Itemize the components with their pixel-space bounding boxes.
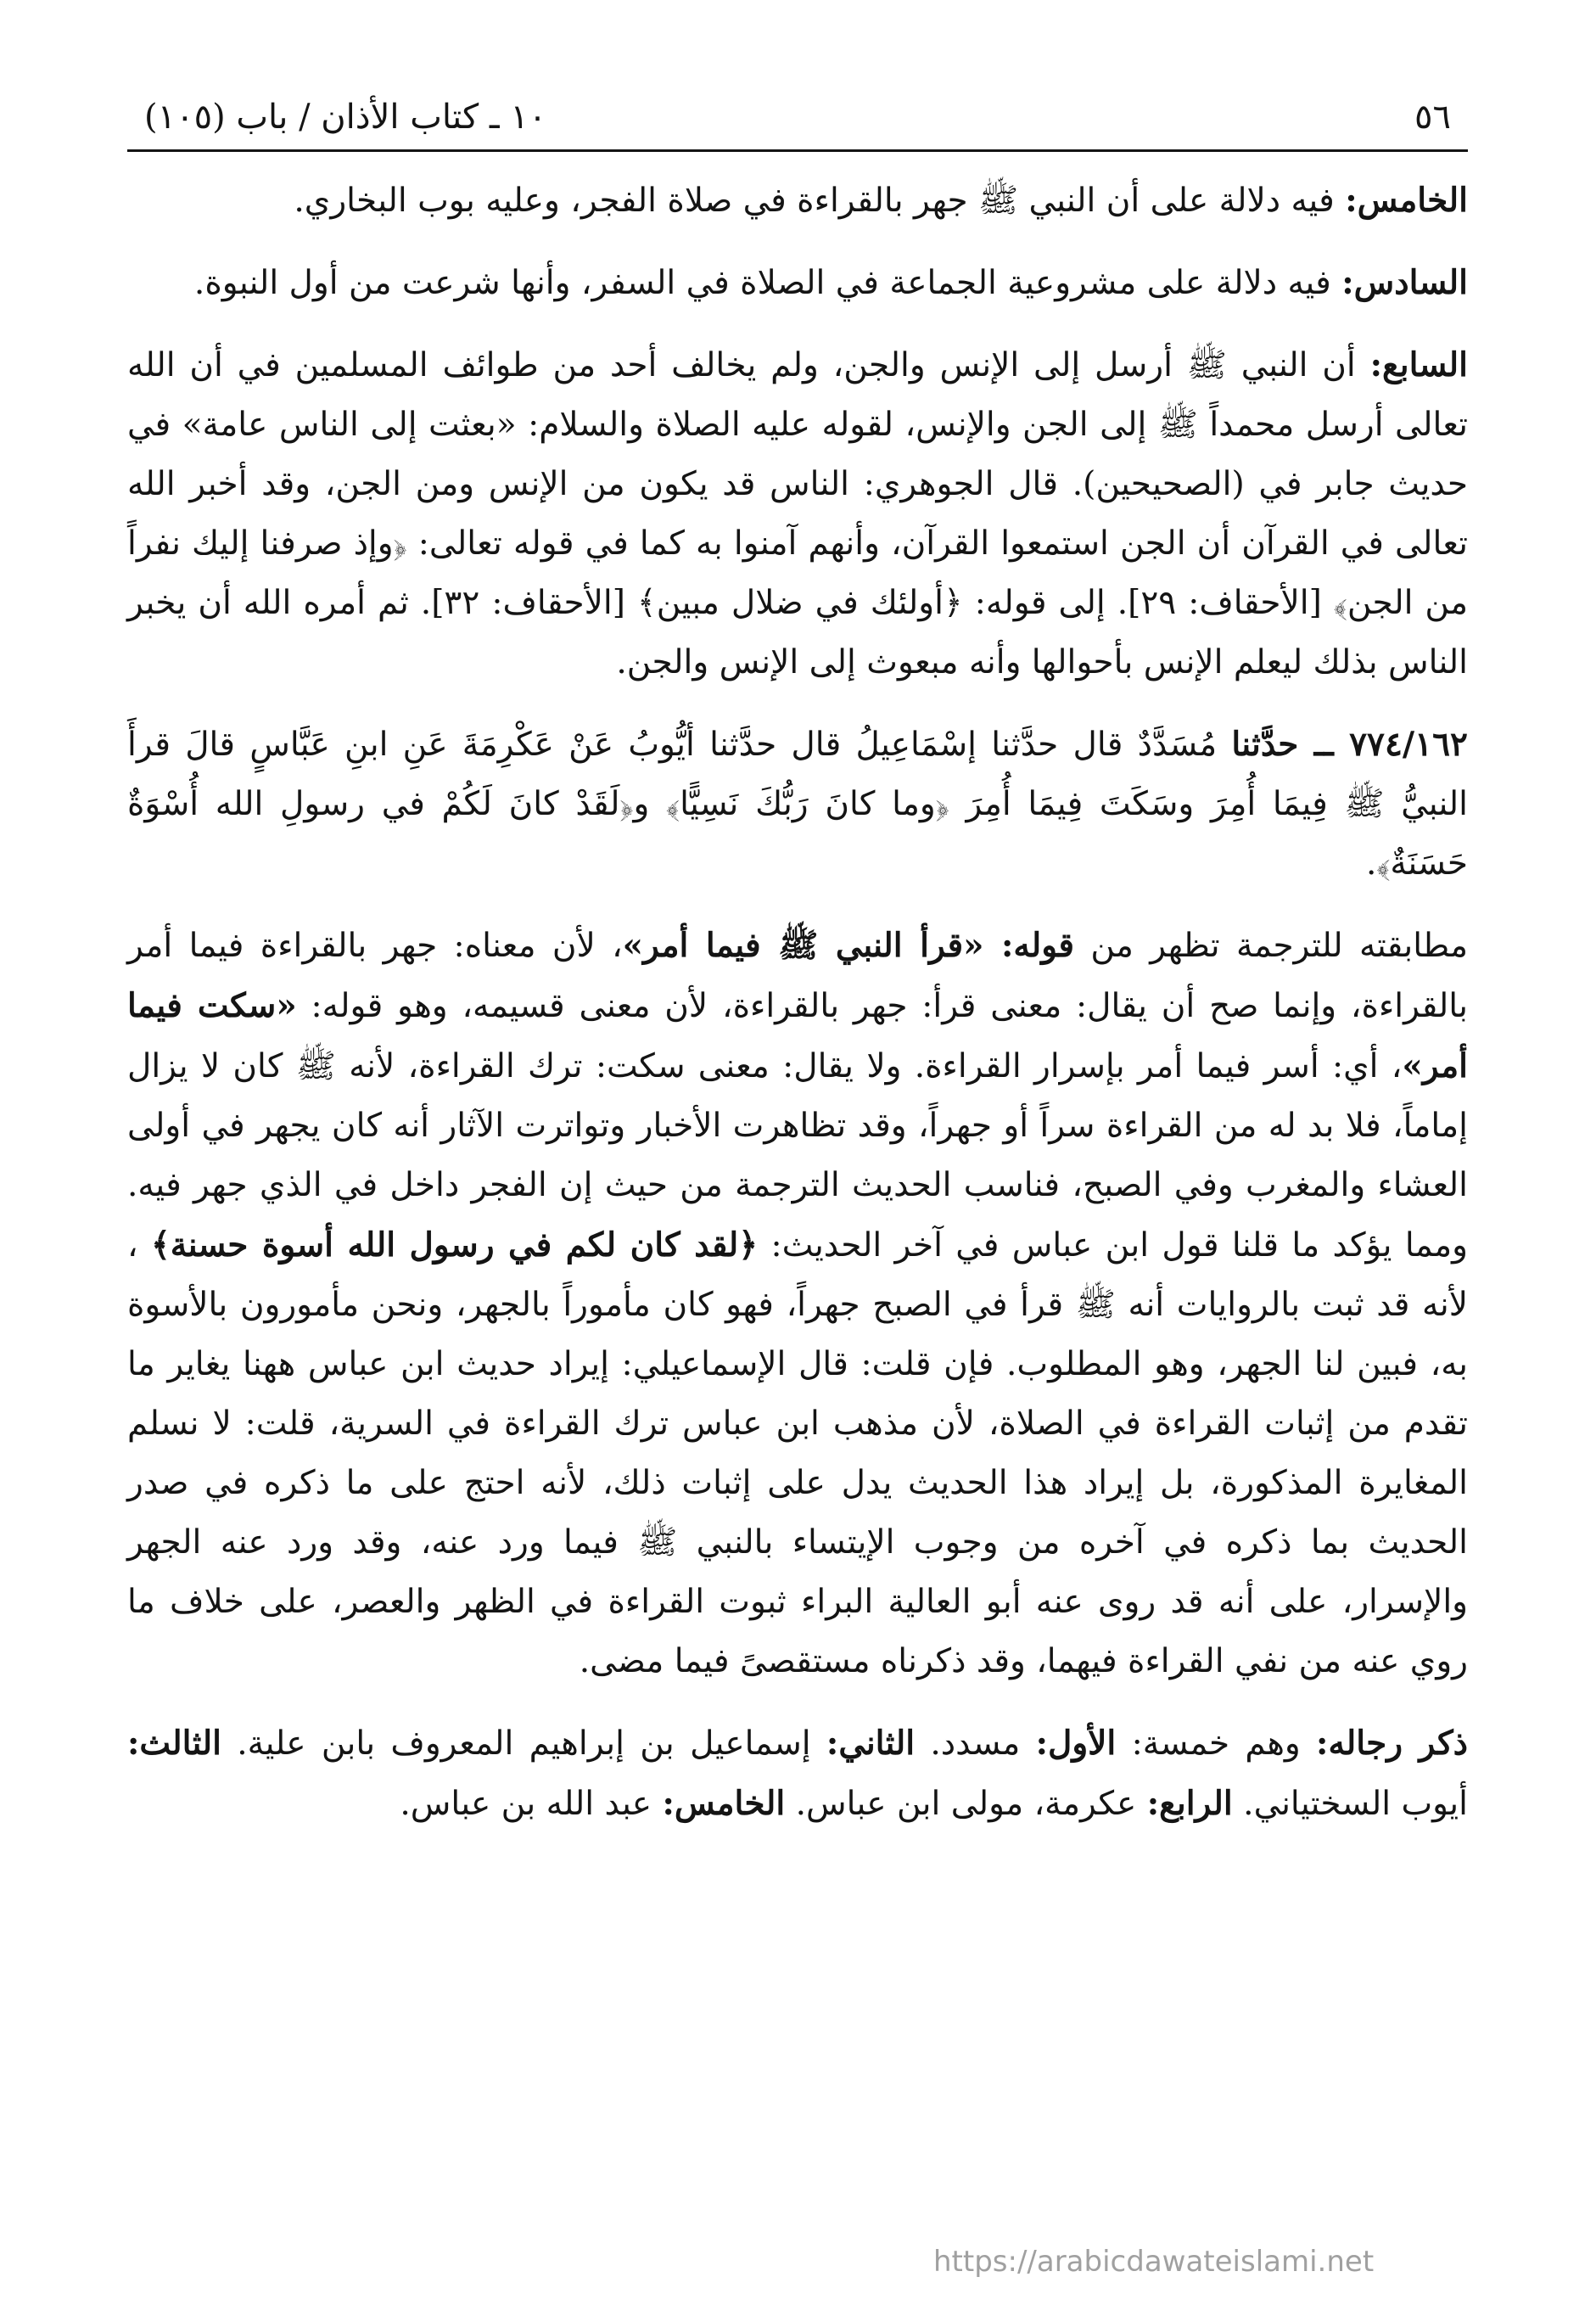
narrator-name: إسماعيل بن إبراهيم المعروف بابن علية. <box>221 1725 826 1763</box>
paragraph-text: فيه دلالة على مشروعية الجماعة في الصلاة في السفر، وأنها شرعت من أول النبوة. <box>193 264 1342 302</box>
narrators-heading: ذكر رجاله: <box>1316 1724 1469 1763</box>
narrator-name: أيوب السختياني. <box>1232 1785 1468 1823</box>
paragraph-text: فيه دلالة على أن النبي ﷺ جهر بالقراءة في صلاة الفجر، وعليه بوب البخاري. <box>294 182 1346 220</box>
commentary-quote: «سكت فيما أمر» <box>127 986 1468 1085</box>
commentary-text: ، لأنه قد ثبت بالروايات أنه ﷺ قرأ في الصبح جهراً، فهو كان مأموراً بالجهر، ونحن مأمورون بالأسوة به، فبين لنا الجهر، وهو المطلوب. فإن قلت: قال الإسماعيلي: إيراد حديث ابن عباس ههنا يغاير ما تقدم من إثبات القراءة في الصلاة، لأن مذهب ابن عباس ترك القراءة في السرية، قلت: لا نسلم المغايرة المذكورة، بل إيراد هذا الحديث يدل على إثبات ذلك، لأنه احتج على ما ذكره في صدر الحديث بما ذكره في آخره من وجوب الإيتساء بالنبي ﷺ فيما ورد عنه، وقد ورد عنه الجهر والإسرار، على أنه قد روى عنه أبو العالية البراء ثبوت القراءة في الظهر والعصر، على خلاف ما روي عنه من نفي القراءة فيهما، وقد ذكرناه مستقصىً فيما مضى. <box>127 1226 1468 1680</box>
hadith-text <box>127 715 1468 894</box>
narrator-name: مسدد. <box>915 1725 1036 1763</box>
hadith-number: ٧٧٤/١٦٢ ــ حدَّثنا <box>1231 725 1468 764</box>
paragraph-narrators <box>127 1713 1468 1834</box>
narrator-name: عبد الله بن عباس. <box>400 1785 663 1823</box>
paragraph-fifth <box>127 171 1468 231</box>
hadith-body: مُسَدَّدٌ قال حدَّثنا إسْمَاعِيلُ قال حدَّثنا أيُّوبُ عَنْ عَكْرِمَةَ عَنِ ابنِ عَبَّاسٍ قالَ قرأَ النبيُّ ﷺ فِيمَا أُمِرَ وسَكَتَ فِيمَا أُمِرَ ﴿وما كانَ رَبُّكَ نَسِيًّا﴾ و﴿لَقَدْ كانَ لَكُمْ في رسولِ الله أُسْوَةٌ حَسَنَةٌ﴾. <box>127 726 1468 883</box>
narrator-label: الأول: <box>1035 1724 1117 1763</box>
paragraph-lead: السابع: <box>1369 345 1468 384</box>
watermark-url: https://arabicdawateislami.net <box>933 2245 1375 2279</box>
commentary-text: مطابقته للترجمة تظهر من <box>1074 927 1469 965</box>
paragraph-sixth <box>127 253 1468 313</box>
book-page <box>127 93 1468 1856</box>
commentary-text: ، أي: أسر فيما أمر بإسرار القراءة. ولا يقال: معنى سكت: ترك القراءة، لأنه ﷺ كان لا يزال إماماً، فلا بد له من القراءة سراً أو جهراً، وقد تظاهرت الأخبار وتواترت الآثار أنه كان يجهر في أولى العشاء والمغرب وفي الصبح، فناسب الحديث الترجمة من حيث إن الفجر داخل في الذي جهر فيه. ومما يؤكد ما قلنا قول ابن عباس في آخر الحديث: <box>127 1047 1469 1265</box>
commentary-quote: قوله: «قرأ النبي ﷺ فيما أمر» <box>622 926 1075 965</box>
paragraph-seventh <box>127 335 1468 693</box>
page-body <box>127 171 1468 1834</box>
narrator-label: الثاني: <box>826 1724 916 1763</box>
narrator-label: الخامس: <box>662 1784 786 1823</box>
page-number: ٥٦ <box>1414 98 1451 137</box>
paragraph-text: أن النبي ﷺ أرسل إلى الإنس والجن، ولم يخالف أحد من طوائف المسلمين في أن الله تعالى أرسل محمداً ﷺ إلى الجن والإنس، لقوله عليه الصلاة والسلام: «بعثت إلى الناس عامة» في حديث جابر في (الصحيحين). قال الجوهري: الناس قد يكون من الإنس ومن الجن، وقد أخبر الله تعالى في القرآن أن الجن استمعوا القرآن، وأنهم آمنوا به كما في قوله تعالى: ﴿وإذ صرفنا إليك نفراً من الجن﴾ [الأحقاف: ٢٩]. إلى قوله: ﴿أولئك في ضلال مبين﴾ [الأحقاف: ٣٢]. ثم أمره الله أن يخبر الناس بذلك ليعلم الإنس بأحوالها وأنه مبعوث إلى الإنس والجن. <box>127 346 1468 681</box>
commentary-text: ، لأن معناه: جهر بالقراءة فيما أمر بالقراءة، وإنما صح أن يقال: معنى قرأ: جهر بالقراءة، لأن معنى قسيمه، وهو قوله: <box>127 927 1468 1025</box>
narrator-name: عكرمة، مولى ابن عباس. <box>785 1785 1147 1823</box>
chapter-title: ١٠ ـ كتاب الأذان / باب (١٠٥) <box>144 98 547 137</box>
narrator-label: الرابع: <box>1146 1784 1233 1823</box>
paragraph-commentary <box>127 916 1468 1691</box>
paragraph-lead: الخامس: <box>1345 181 1468 220</box>
paragraph-lead: السادس: <box>1341 263 1468 302</box>
page-header <box>127 93 1468 152</box>
narrators-text: وهم خمسة: <box>1116 1725 1317 1763</box>
narrator-label: الثالث: <box>127 1724 221 1763</box>
commentary-quote: ﴿لقد كان لكم في رسول الله أسوة حسنة﴾ <box>150 1225 759 1265</box>
